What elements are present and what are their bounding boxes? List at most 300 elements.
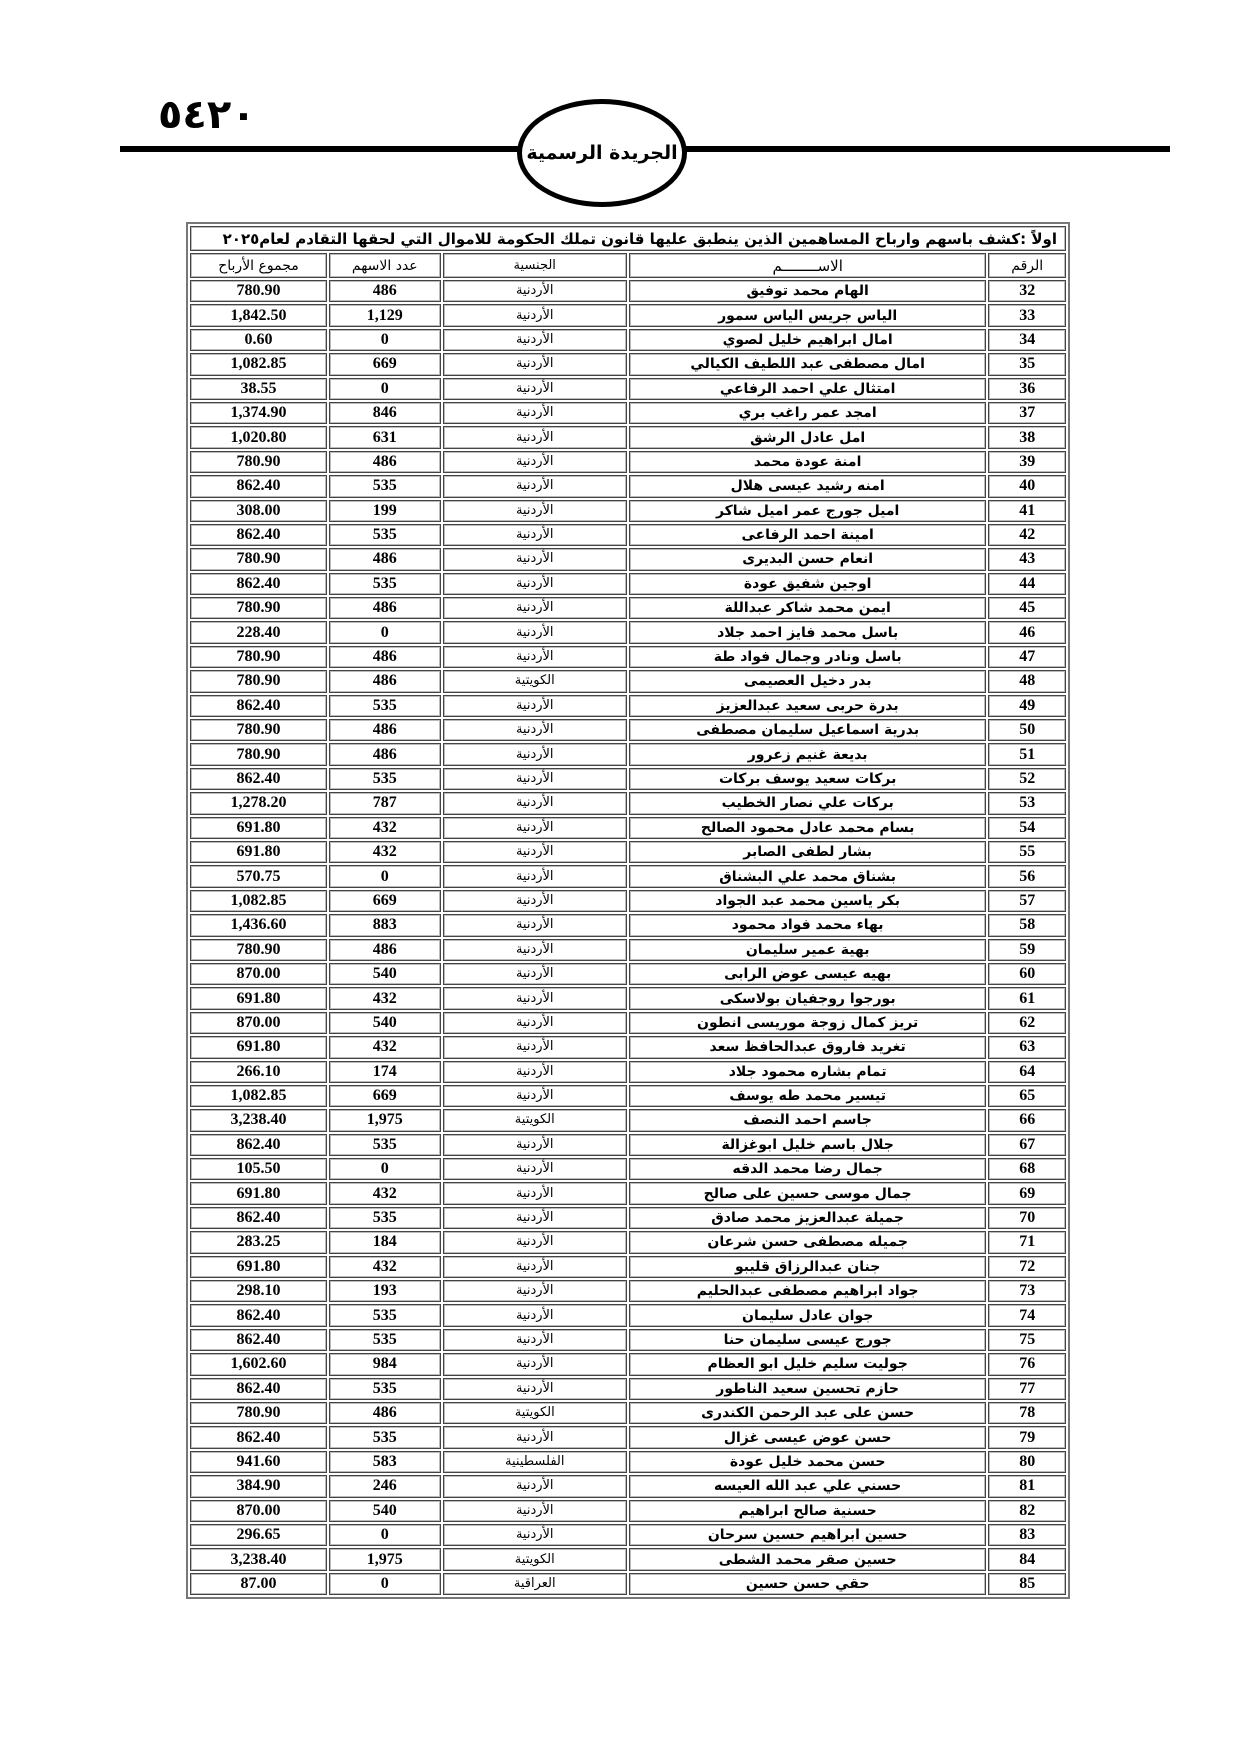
cell-total-profit: 780.90	[190, 597, 327, 619]
cell-nationality: الأردنية	[443, 1012, 627, 1034]
cell-number: 74	[988, 1304, 1066, 1326]
cell-shares: 535	[329, 524, 441, 546]
cell-total-profit: 780.90	[190, 1402, 327, 1424]
cell-shares: 631	[329, 426, 441, 448]
cell-total-profit: 105.50	[190, 1158, 327, 1180]
table-row	[190, 1524, 1066, 1546]
cell-shares: 432	[329, 987, 441, 1009]
cell-nationality: الأردنية	[443, 426, 627, 448]
cell-name: باسل محمد فايز احمد جلاد	[629, 621, 986, 643]
cell-shares: 540	[329, 1012, 441, 1034]
cell-number: 38	[988, 426, 1066, 448]
cell-total-profit: 780.90	[190, 670, 327, 692]
table-row	[190, 914, 1066, 936]
cell-name: بدرة حربى سعيد عبدالعزيز	[629, 695, 986, 717]
cell-nationality: الأردنية	[443, 1280, 627, 1302]
table-row	[190, 987, 1066, 1009]
page-number: ٥٤٢٠	[158, 92, 256, 138]
cell-number: 45	[988, 597, 1066, 619]
cell-nationality: الأردنية	[443, 451, 627, 473]
cell-number: 66	[988, 1109, 1066, 1131]
cell-nationality: الأردنية	[443, 695, 627, 717]
cell-total-profit: 780.90	[190, 451, 327, 473]
cell-total-profit: 1,082.85	[190, 1085, 327, 1107]
cell-shares: 535	[329, 573, 441, 595]
cell-name: بدرية اسماعيل سليمان مصطفى	[629, 719, 986, 741]
column-header-nationality: الجنسية	[443, 253, 627, 278]
cell-shares: 583	[329, 1451, 441, 1473]
cell-name: تريز كمال زوجة موريسى انطون	[629, 1012, 986, 1034]
cell-shares: 0	[329, 329, 441, 351]
cell-name: بهية عمير سليمان	[629, 939, 986, 961]
cell-number: 76	[988, 1353, 1066, 1375]
publication-title-oval	[517, 99, 687, 207]
cell-number: 65	[988, 1085, 1066, 1107]
cell-number: 70	[988, 1207, 1066, 1229]
cell-total-profit: 0.60	[190, 329, 327, 351]
table-row	[190, 1500, 1066, 1522]
table-row	[190, 500, 1066, 522]
table-row	[190, 1256, 1066, 1278]
cell-number: 48	[988, 670, 1066, 692]
cell-name: حسن عوض عيسى غزال	[629, 1426, 986, 1448]
cell-name: بديعة غنيم زعرور	[629, 743, 986, 765]
cell-nationality: الأردنية	[443, 865, 627, 887]
cell-number: 33	[988, 304, 1066, 326]
cell-shares: 540	[329, 1500, 441, 1522]
cell-name: بركات سعيد يوسف بركات	[629, 768, 986, 790]
cell-name: امنة عودة محمد	[629, 451, 986, 473]
table-row	[190, 768, 1066, 790]
cell-name: بشناق محمد علي البشناق	[629, 865, 986, 887]
table-row	[190, 1451, 1066, 1473]
table-row	[190, 1061, 1066, 1083]
cell-number: 64	[988, 1061, 1066, 1083]
cell-name: حسين صقر محمد الشطى	[629, 1548, 986, 1570]
cell-shares: 432	[329, 1036, 441, 1058]
cell-shares: 535	[329, 768, 441, 790]
table-row	[190, 1548, 1066, 1570]
cell-total-profit: 862.40	[190, 1378, 327, 1400]
cell-shares: 486	[329, 451, 441, 473]
cell-nationality: الأردنية	[443, 1256, 627, 1278]
cell-nationality: الأردنية	[443, 817, 627, 839]
cell-name: بركات علي نصار الخطيب	[629, 792, 986, 814]
cell-shares: 486	[329, 1402, 441, 1424]
cell-number: 32	[988, 280, 1066, 302]
table-row	[190, 597, 1066, 619]
cell-nationality: الأردنية	[443, 621, 627, 643]
cell-total-profit: 862.40	[190, 1134, 327, 1156]
cell-shares: 984	[329, 1353, 441, 1375]
cell-shares: 486	[329, 743, 441, 765]
cell-nationality: الأردنية	[443, 1036, 627, 1058]
cell-total-profit: 780.90	[190, 939, 327, 961]
table-row	[190, 1329, 1066, 1351]
cell-total-profit: 941.60	[190, 1451, 327, 1473]
cell-number: 73	[988, 1280, 1066, 1302]
cell-name: جمال موسى حسين على صالح	[629, 1182, 986, 1204]
cell-name: جوليت سليم خليل ابو العظام	[629, 1353, 986, 1375]
cell-name: جاسم احمد النصف	[629, 1109, 986, 1131]
table-row	[190, 743, 1066, 765]
cell-nationality: الأردنية	[443, 1231, 627, 1253]
cell-number: 49	[988, 695, 1066, 717]
cell-nationality: الأردنية	[443, 914, 627, 936]
table-row	[190, 841, 1066, 863]
column-header-total-profit: مجموع الأرباح	[190, 253, 327, 278]
cell-shares: 486	[329, 548, 441, 570]
table-row	[190, 1353, 1066, 1375]
cell-nationality: الفلسطينية	[443, 1451, 627, 1473]
cell-nationality: الأردنية	[443, 1329, 627, 1351]
cell-total-profit: 3,238.40	[190, 1548, 327, 1570]
cell-number: 35	[988, 353, 1066, 375]
table-row	[190, 1109, 1066, 1131]
table-row	[190, 1207, 1066, 1229]
cell-shares: 0	[329, 1573, 441, 1595]
table-header-row	[190, 253, 1066, 278]
cell-total-profit: 1,842.50	[190, 304, 327, 326]
cell-nationality: الأردنية	[443, 1524, 627, 1546]
table-row	[190, 548, 1066, 570]
cell-shares: 0	[329, 1524, 441, 1546]
table-title: اولاً :كشف باسهم وارباح المساهمين الذين ينطبق عليها قانون تملك الحكومة للاموال التي لحقها التقادم لعام٢٠٢٥	[190, 226, 1066, 251]
table-row	[190, 695, 1066, 717]
cell-total-profit: 780.90	[190, 646, 327, 668]
cell-total-profit: 691.80	[190, 841, 327, 863]
table-row	[190, 353, 1066, 375]
cell-number: 63	[988, 1036, 1066, 1058]
cell-shares: 486	[329, 597, 441, 619]
cell-nationality: الأردنية	[443, 939, 627, 961]
cell-name: بشار لطفى الصابر	[629, 841, 986, 863]
cell-total-profit: 266.10	[190, 1061, 327, 1083]
cell-name: حسن على عبد الرحمن الكندرى	[629, 1402, 986, 1424]
cell-total-profit: 570.75	[190, 865, 327, 887]
table-body	[190, 280, 1066, 1595]
cell-nationality: الأردنية	[443, 353, 627, 375]
cell-total-profit: 862.40	[190, 524, 327, 546]
cell-nationality: الأردنية	[443, 1061, 627, 1083]
cell-total-profit: 862.40	[190, 1207, 327, 1229]
cell-name: باسل ونادر وجمال فواد طة	[629, 646, 986, 668]
cell-nationality: الأردنية	[443, 890, 627, 912]
table-row	[190, 1475, 1066, 1497]
cell-total-profit: 1,082.85	[190, 353, 327, 375]
cell-shares: 535	[329, 475, 441, 497]
cell-shares: 535	[329, 1207, 441, 1229]
table-row	[190, 670, 1066, 692]
cell-number: 43	[988, 548, 1066, 570]
cell-shares: 846	[329, 402, 441, 424]
cell-name: حقي حسن حسين	[629, 1573, 986, 1595]
cell-shares: 486	[329, 646, 441, 668]
table-row	[190, 451, 1066, 473]
cell-name: حسنية صالح ابراهيم	[629, 1500, 986, 1522]
table-row	[190, 1304, 1066, 1326]
cell-total-profit: 862.40	[190, 1329, 327, 1351]
cell-shares: 540	[329, 963, 441, 985]
cell-name: حازم تحسين سعيد الناطور	[629, 1378, 986, 1400]
cell-total-profit: 862.40	[190, 695, 327, 717]
cell-number: 47	[988, 646, 1066, 668]
cell-total-profit: 870.00	[190, 1500, 327, 1522]
cell-total-profit: 862.40	[190, 1304, 327, 1326]
cell-name: حسن محمد خليل عودة	[629, 1451, 986, 1473]
cell-shares: 535	[329, 695, 441, 717]
cell-number: 68	[988, 1158, 1066, 1180]
cell-name: حسني علي عبد الله العيسه	[629, 1475, 986, 1497]
cell-nationality: الأردنية	[443, 1182, 627, 1204]
cell-number: 67	[988, 1134, 1066, 1156]
cell-shares: 669	[329, 1085, 441, 1107]
cell-total-profit: 691.80	[190, 1256, 327, 1278]
table-row	[190, 865, 1066, 887]
table-row	[190, 719, 1066, 741]
cell-nationality: الأردنية	[443, 1304, 627, 1326]
cell-number: 51	[988, 743, 1066, 765]
cell-number: 71	[988, 1231, 1066, 1253]
cell-nationality: الأردنية	[443, 719, 627, 741]
cell-total-profit: 283.25	[190, 1231, 327, 1253]
cell-shares: 199	[329, 500, 441, 522]
cell-number: 84	[988, 1548, 1066, 1570]
cell-name: الهام محمد توفيق	[629, 280, 986, 302]
cell-total-profit: 870.00	[190, 963, 327, 985]
table-row	[190, 1402, 1066, 1424]
cell-total-profit: 780.90	[190, 743, 327, 765]
cell-nationality: الأردنية	[443, 841, 627, 863]
cell-name: تمام بشاره محمود جلاد	[629, 1061, 986, 1083]
cell-shares: 535	[329, 1304, 441, 1326]
cell-number: 69	[988, 1182, 1066, 1204]
cell-shares: 432	[329, 841, 441, 863]
cell-nationality: الأردنية	[443, 1500, 627, 1522]
cell-shares: 883	[329, 914, 441, 936]
cell-total-profit: 38.55	[190, 378, 327, 400]
column-header-shares: عدد الاسهم	[329, 253, 441, 278]
cell-shares: 432	[329, 817, 441, 839]
cell-number: 50	[988, 719, 1066, 741]
cell-name: جنان عبدالرزاق قليبو	[629, 1256, 986, 1278]
table-row	[190, 1426, 1066, 1448]
table-row	[190, 1378, 1066, 1400]
cell-number: 58	[988, 914, 1066, 936]
cell-shares: 535	[329, 1378, 441, 1400]
cell-number: 77	[988, 1378, 1066, 1400]
table-row	[190, 1134, 1066, 1156]
cell-total-profit: 780.90	[190, 719, 327, 741]
cell-total-profit: 384.90	[190, 1475, 327, 1497]
table-row	[190, 573, 1066, 595]
cell-total-profit: 3,238.40	[190, 1109, 327, 1131]
cell-number: 79	[988, 1426, 1066, 1448]
table-row	[190, 402, 1066, 424]
cell-number: 40	[988, 475, 1066, 497]
cell-total-profit: 870.00	[190, 1012, 327, 1034]
cell-name: امتثال علي احمد الرفاعي	[629, 378, 986, 400]
cell-shares: 174	[329, 1061, 441, 1083]
cell-total-profit: 296.65	[190, 1524, 327, 1546]
cell-number: 75	[988, 1329, 1066, 1351]
cell-nationality: الأردنية	[443, 1134, 627, 1156]
cell-shares: 486	[329, 280, 441, 302]
cell-total-profit: 780.90	[190, 548, 327, 570]
cell-name: امجد عمر راغب بري	[629, 402, 986, 424]
cell-number: 81	[988, 1475, 1066, 1497]
cell-total-profit: 780.90	[190, 280, 327, 302]
publication-title: الجريدة الرسمية	[526, 142, 678, 164]
cell-nationality: الأردنية	[443, 304, 627, 326]
cell-total-profit: 862.40	[190, 1426, 327, 1448]
cell-nationality: الأردنية	[443, 402, 627, 424]
table-row	[190, 378, 1066, 400]
cell-total-profit: 862.40	[190, 475, 327, 497]
cell-nationality: الأردنية	[443, 1378, 627, 1400]
cell-nationality: الكويتية	[443, 1402, 627, 1424]
cell-shares: 184	[329, 1231, 441, 1253]
cell-number: 53	[988, 792, 1066, 814]
column-header-name: الاســــــــم	[629, 253, 986, 278]
cell-number: 72	[988, 1256, 1066, 1278]
table-row	[190, 329, 1066, 351]
cell-number: 82	[988, 1500, 1066, 1522]
cell-nationality: الأردنية	[443, 378, 627, 400]
cell-total-profit: 1,020.80	[190, 426, 327, 448]
cell-name: انعام حسن البديرى	[629, 548, 986, 570]
column-header-number: الرقم	[988, 253, 1066, 278]
cell-name: بكر ياسين محمد عبد الجواد	[629, 890, 986, 912]
cell-name: امل عادل الرشق	[629, 426, 986, 448]
cell-shares: 432	[329, 1256, 441, 1278]
cell-name: جلال باسم خليل ابوغزالة	[629, 1134, 986, 1156]
table-row	[190, 475, 1066, 497]
cell-number: 41	[988, 500, 1066, 522]
cell-name: جواد ابراهيم مصطفى عبدالحليم	[629, 1280, 986, 1302]
cell-number: 39	[988, 451, 1066, 473]
cell-shares: 669	[329, 353, 441, 375]
cell-number: 56	[988, 865, 1066, 887]
cell-shares: 535	[329, 1426, 441, 1448]
cell-total-profit: 308.00	[190, 500, 327, 522]
table-row	[190, 646, 1066, 668]
cell-nationality: الأردنية	[443, 1426, 627, 1448]
cell-shares: 1,129	[329, 304, 441, 326]
cell-number: 36	[988, 378, 1066, 400]
cell-total-profit: 691.80	[190, 987, 327, 1009]
cell-nationality: العراقية	[443, 1573, 627, 1595]
cell-total-profit: 1,082.85	[190, 890, 327, 912]
cell-total-profit: 228.40	[190, 621, 327, 643]
cell-number: 62	[988, 1012, 1066, 1034]
cell-shares: 0	[329, 378, 441, 400]
cell-shares: 432	[329, 1182, 441, 1204]
table-row	[190, 426, 1066, 448]
table-row	[190, 1280, 1066, 1302]
cell-number: 59	[988, 939, 1066, 961]
cell-total-profit: 691.80	[190, 1036, 327, 1058]
cell-nationality: الأردنية	[443, 548, 627, 570]
cell-shares: 0	[329, 1158, 441, 1180]
cell-shares: 787	[329, 792, 441, 814]
cell-number: 52	[988, 768, 1066, 790]
cell-name: اوجين شفيق عودة	[629, 573, 986, 595]
cell-shares: 669	[329, 890, 441, 912]
cell-nationality: الأردنية	[443, 1158, 627, 1180]
cell-number: 85	[988, 1573, 1066, 1595]
cell-total-profit: 1,436.60	[190, 914, 327, 936]
cell-nationality: الأردنية	[443, 743, 627, 765]
table-row	[190, 1036, 1066, 1058]
cell-name: جورج عيسى سليمان حنا	[629, 1329, 986, 1351]
cell-nationality: الأردنية	[443, 1207, 627, 1229]
cell-shares: 486	[329, 719, 441, 741]
cell-shares: 535	[329, 1329, 441, 1351]
cell-name: بهيه عيسى عوض الرابى	[629, 963, 986, 985]
shareholders-table	[186, 222, 1070, 1599]
table-row	[190, 1085, 1066, 1107]
cell-name: جوان عادل سليمان	[629, 1304, 986, 1326]
cell-name: جمال رضا محمد الدقه	[629, 1158, 986, 1180]
cell-nationality: الأردنية	[443, 280, 627, 302]
cell-nationality: الأردنية	[443, 597, 627, 619]
cell-number: 42	[988, 524, 1066, 546]
cell-nationality: الأردنية	[443, 1475, 627, 1497]
cell-nationality: الأردنية	[443, 573, 627, 595]
cell-shares: 1,975	[329, 1548, 441, 1570]
cell-name: جميله مصطفى حسن شرعان	[629, 1231, 986, 1253]
cell-name: ايمن محمد شاكر عبداللة	[629, 597, 986, 619]
cell-nationality: الأردنية	[443, 792, 627, 814]
cell-nationality: الكويتية	[443, 1109, 627, 1131]
table-row	[190, 890, 1066, 912]
table-row	[190, 1182, 1066, 1204]
cell-number: 37	[988, 402, 1066, 424]
table-row	[190, 963, 1066, 985]
table-row	[190, 1158, 1066, 1180]
cell-name: تيسير محمد طه يوسف	[629, 1085, 986, 1107]
cell-shares: 193	[329, 1280, 441, 1302]
cell-nationality: الأردنية	[443, 1085, 627, 1107]
cell-total-profit: 862.40	[190, 573, 327, 595]
cell-nationality: الكويتية	[443, 670, 627, 692]
cell-number: 46	[988, 621, 1066, 643]
cell-total-profit: 1,602.60	[190, 1353, 327, 1375]
cell-name: بدر دخيل العصيمى	[629, 670, 986, 692]
table-row	[190, 817, 1066, 839]
cell-name: بسام محمد عادل محمود الصالح	[629, 817, 986, 839]
cell-nationality: الأردنية	[443, 329, 627, 351]
cell-nationality: الأردنية	[443, 646, 627, 668]
cell-nationality: الأردنية	[443, 524, 627, 546]
cell-total-profit: 691.80	[190, 1182, 327, 1204]
cell-shares: 0	[329, 865, 441, 887]
cell-name: امينة احمد الرفاعى	[629, 524, 986, 546]
cell-shares: 486	[329, 939, 441, 961]
cell-shares: 0	[329, 621, 441, 643]
cell-nationality: الأردنية	[443, 1353, 627, 1375]
cell-total-profit: 1,374.90	[190, 402, 327, 424]
cell-nationality: الأردنية	[443, 963, 627, 985]
cell-name: بهاء محمد فواد محمود	[629, 914, 986, 936]
cell-name: امال ابراهيم خليل لصوي	[629, 329, 986, 351]
cell-name: امال مصطفى عبد اللطيف الكيالي	[629, 353, 986, 375]
cell-nationality: الأردنية	[443, 500, 627, 522]
table-row	[190, 304, 1066, 326]
cell-total-profit: 862.40	[190, 768, 327, 790]
cell-shares: 535	[329, 1134, 441, 1156]
